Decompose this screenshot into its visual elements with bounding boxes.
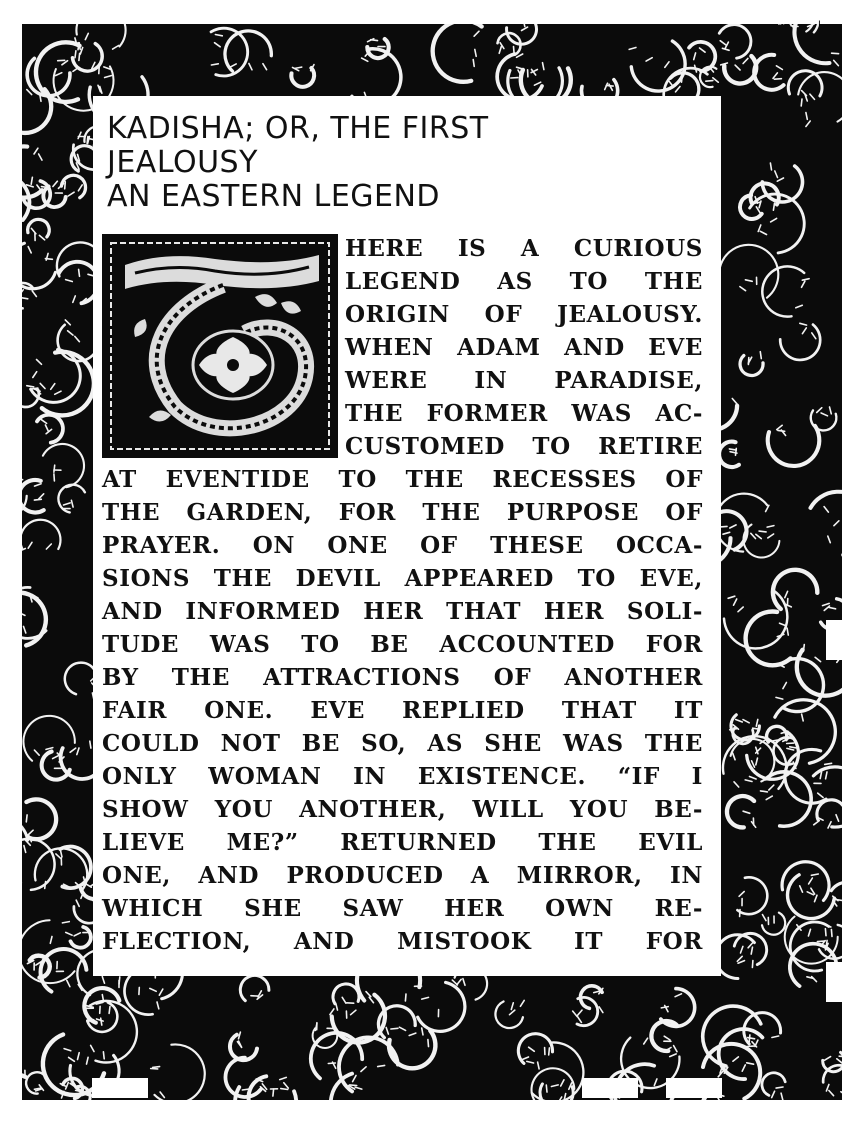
body-line-10: PRAYER. ON ONE OF THESE OCCA- [102,532,703,559]
subtitle: AN EASTERN LEGEND [107,179,441,214]
body-line-13: TUDE WAS TO BE ACCOUNTED FOR [102,631,703,658]
body-line-5: WERE IN PARADISE, [345,367,703,394]
body-line-9: THE GARDEN, FOR THE PURPOSE OF [102,499,703,526]
body-line-3: ORIGIN OF JEALOUSY. [345,301,703,328]
page-notch [826,620,842,660]
page-notch [92,1078,148,1098]
body-line-15: FAIR ONE. EVE REPLIED THAT IT [102,697,703,724]
corner-mark: ı [818,18,821,29]
body-line-2: LEGEND AS TO THE [345,268,703,295]
body-line-19: LIEVE ME?” RETURNED THE EVIL [102,829,703,856]
body-line-8: AT EVENTIDE TO THE RECESSES OF [102,466,703,493]
body-line-14: BY THE ATTRACTIONS OF ANOTHER [102,664,703,691]
body-line-21: WHICH SHE SAW HER OWN RE- [102,895,703,922]
title-line-2: JEALOUSY [107,145,258,180]
body-line-1: HERE IS A CURIOUS [345,235,703,262]
drop-cap-initial [102,234,338,458]
page-notch [666,1078,722,1098]
body-line-20: ONE, AND PRODUCED A MIRROR, IN [102,862,703,889]
body-line-17: ONLY WOMAN IN EXISTENCE. “IF I [102,763,703,790]
title-line-1: KADISHA; OR, THE FIRST [107,111,489,146]
page-notch [826,962,842,1002]
text-panel [93,96,721,976]
ornamental-initial-t-icon [105,237,335,455]
body-line-12: AND INFORMED HER THAT HER SOLI- [102,598,703,625]
body-line-16: COULD NOT BE SO, AS SHE WAS THE [102,730,703,757]
body-line-4: WHEN ADAM AND EVE [345,334,703,361]
body-line-22: FLECTION, AND MISTOOK IT FOR [102,928,703,955]
body-line-18: SHOW YOU ANOTHER, WILL YOU BE- [102,796,703,823]
body-line-6: THE FORMER WAS AC- [345,400,703,427]
page-notch [582,1078,638,1098]
body-line-11: SIONS THE DEVIL APPEARED TO EVE, [102,565,703,592]
body-line-7: CUSTOMED TO RETIRE [345,433,703,460]
